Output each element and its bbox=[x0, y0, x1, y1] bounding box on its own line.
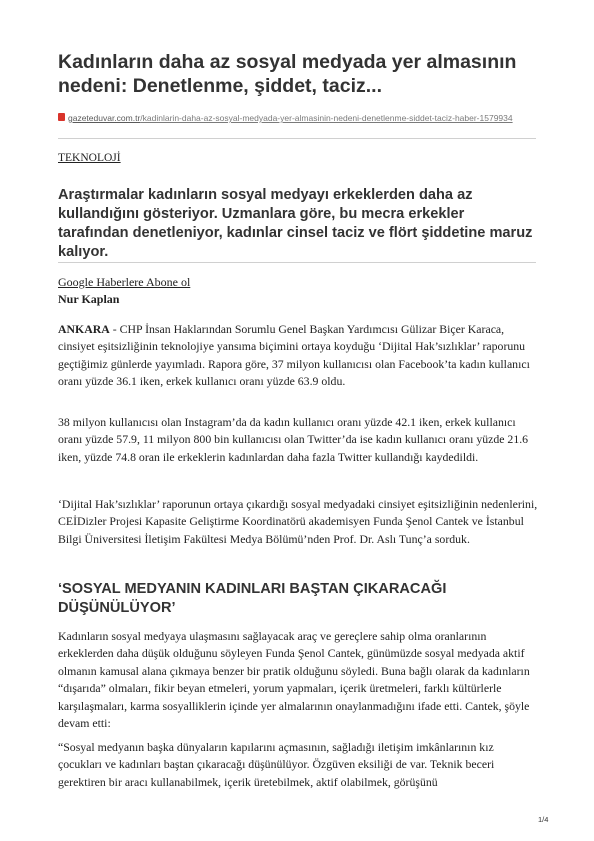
body-paragraph-1-text: - CHP İnsan Haklarından Sorumlu Genel Başkan Yardımcısı Gülizar Biçer Karaca, cinsiyet eşitsizliğinin teknolojiye yansıma biçimini ortaya koyduğu ‘Dijital Hak’sızlıklar’ raporunu geçtiğimiz günlerde yayımladı. Rapora göre, 37 milyon kullanıcısı olan Facebook’ta kadın kullanıcı oranı yüzde 36.1 iken, erkek kullanıcı oranı yüzde 63.9 oldu. bbox=[58, 322, 530, 389]
category-link[interactable]: TEKNOLOJİ bbox=[58, 152, 121, 164]
source-domain[interactable]: gazeteduvar.com.tr bbox=[68, 113, 141, 123]
header-divider bbox=[58, 138, 536, 139]
body-paragraph-2: 38 milyon kullanıcısı olan Instagram’da da kadın kullanıcı oranı yüzde 42.1 iken, erkek kullanıcı oranı yüzde 57.9, 11 milyon 800 bin kullanıcısı olan Twitter’da ise kadın kullanıcı oranı yüzde 21.6 iken, yüzde 74.8 oran ile erkeklerin kadınlardan daha fazla Twitter kullandığı kaydedildi. bbox=[58, 415, 529, 464]
dateline: ANKARA bbox=[58, 322, 110, 336]
article-summary: Araştırmalar kadınların sosyal medyayı erkeklerden daha az kullandığını gösteriyor. Uzmanlara göre, bu mecra erkekler tarafından denetleniyor, kadınlar cinsel taciz ve flört şiddetine maruz kalıyor. bbox=[58, 187, 533, 260]
section-subheading: ‘SOSYAL MEDYANIN KADINLARI BAŞTAN ÇIKARACAĞI DÜŞÜNÜLÜYOR’ bbox=[58, 581, 447, 616]
body-paragraph-5: “Sosyal medyanın başka dünyaların kapılarını açmasının, sağladığı iletişim imkânlarının kız çocukları ve kadınları baştan çıkaracağı düşünülüyor. Özgüven eksiliği de var. Teknik beceri gerektiren bir aracı kullanabilmek, içerik üretebilmek, aktif olabilmek, görüşünü bbox=[58, 740, 495, 789]
gazeteduvar-logo-icon bbox=[58, 113, 65, 121]
body-paragraph-1 bbox=[58, 321, 538, 391]
author-name: Nur Kaplan bbox=[58, 292, 120, 306]
source-path[interactable]: /kadinlarin-daha-az-sosyal-medyada-yer-almasinin-nedeni-denetlenme-siddet-taciz-haber-1579934 bbox=[140, 113, 513, 123]
body-paragraph-4: Kadınların sosyal medyaya ulaşmasını sağlayacak araç ve gereçlere sahip olma oranlarının erkeklerden daha düşük olduğunu söyleyen Funda Şenol Cantek, günümüzde sosyal medyada aktif olmanın kamusal alana çıkmaya benzer bir pratik olduğunu söyledi. Buna bağlı olarak da kadınların “dışarıda” olmaları, fikir beyan etmeleri, yorum yapmaları, içerik üretmeleri, farklı kültürlerle karşılaşmaları, karma sosyalliklerin içinde yer almalarının onaylanmadığını ifade etti. Cantek, şöyle devam etti: bbox=[58, 629, 530, 731]
article-title: Kadınların daha az sosyal medyada yer almasının nedeni: Denetlenme, şiddet, taciz... bbox=[58, 51, 517, 97]
google-news-subscribe-link[interactable]: Google Haberlere Abone ol bbox=[58, 275, 191, 289]
source-url-link[interactable] bbox=[68, 113, 513, 123]
summary-divider bbox=[58, 262, 536, 263]
page-number: 1/4 bbox=[538, 815, 549, 824]
source-url-row bbox=[58, 108, 538, 126]
body-paragraph-3: ‘Dijital Hak’sızlıklar’ raporunun ortaya çıkardığı sosyal medyadaki cinsiyet eşitsizliğinin nedenlerini, CEİDizler Projesi Kapasite Geliştirme Koordinatörü akademisyen Funda Şenol Cantek ve İstanbul Bilgi Üniversitesi İletişim Fakültesi Medya Bölümü’nden Prof. Dr. Aslı Tunç’a sorduk. bbox=[58, 497, 538, 546]
